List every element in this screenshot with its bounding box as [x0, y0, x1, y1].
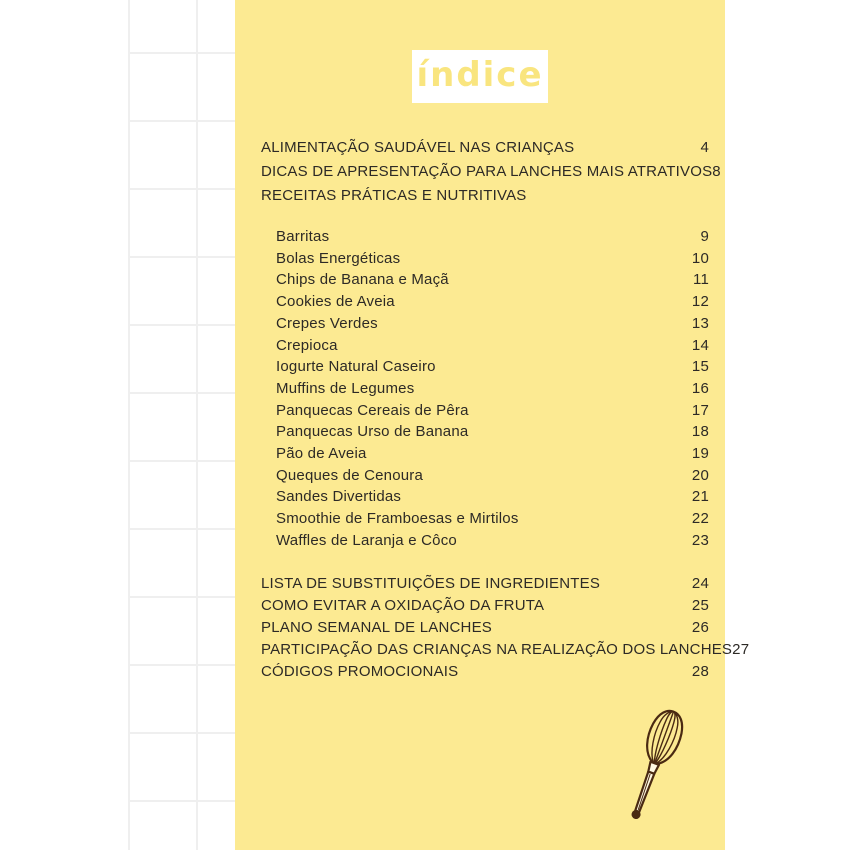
toc-entry-label: ALIMENTAÇÃO SAUDÁVEL NAS CRIANÇAS: [261, 139, 575, 156]
toc-entry-label: Muffins de Legumes: [276, 379, 415, 397]
toc-entry-label: Iogurte Natural Caseiro: [276, 358, 436, 376]
toc-entry: [261, 226, 709, 248]
page-title: índice: [416, 54, 544, 95]
toc-entry-page: 16: [691, 379, 709, 397]
toc-entry: [261, 313, 709, 335]
toc-entry: [261, 508, 709, 530]
toc-entry: [261, 269, 709, 291]
toc-entry-label: DICAS DE APRESENTAÇÃO PARA LANCHES MAIS ATRATIVOS: [261, 163, 713, 180]
toc-entry: [261, 356, 709, 378]
whisk-icon: [607, 706, 699, 838]
toc-entry-label: PLANO SEMANAL DE LANCHES: [261, 618, 492, 636]
toc-entry-page: 17: [691, 401, 709, 419]
toc-entry-page: 27: [732, 640, 750, 658]
toc-entry-page: 8: [712, 163, 721, 180]
toc-entry-page: 23: [691, 531, 709, 549]
toc-entry-page: 18: [691, 423, 709, 441]
toc-top-sections: [235, 136, 725, 208]
toc-entry-page: 20: [691, 466, 709, 484]
toc-entry-page: 21: [691, 488, 709, 506]
toc-entry: [261, 530, 709, 552]
toc-entry-label: Crepes Verdes: [276, 314, 378, 332]
toc-entry: [261, 378, 709, 400]
toc-entry-page: 4: [700, 139, 709, 156]
toc-entry-label: Chips de Banana e Maçã: [276, 271, 449, 289]
toc-bottom-sections: [235, 573, 750, 683]
content-sheet: [235, 0, 750, 850]
toc-entry: [261, 639, 750, 661]
toc-entry-label: Crepioca: [276, 336, 338, 354]
toc-entry-page: 14: [691, 336, 709, 354]
toc-entry: [261, 136, 709, 160]
toc-entry-label: Waffles de Laranja e Côco: [276, 531, 457, 549]
toc-entry: [261, 335, 709, 357]
toc-entry-page: 25: [691, 596, 709, 614]
toc-entry-page: 15: [691, 358, 709, 376]
toc-entry-label: Panquecas Urso de Banana: [276, 423, 469, 441]
toc-entry-label: Pão de Aveia: [276, 445, 367, 463]
toc-entry-page: 28: [691, 662, 709, 680]
toc-entry-label: RECEITAS PRÁTICAS E NUTRITIVAS: [261, 187, 527, 204]
toc-entry: [261, 443, 709, 465]
toc-recipe-list: [235, 226, 725, 552]
toc-entry-label: Sandes Divertidas: [276, 488, 402, 506]
toc-entry: [261, 160, 721, 184]
toc-entry: [261, 184, 709, 208]
toc-entry-label: Bolas Energéticas: [276, 249, 401, 267]
toc-entry: [261, 400, 709, 422]
toc-entry-label: Barritas: [276, 228, 330, 245]
toc-entry-label: Smoothie de Framboesas e Mirtilos: [276, 510, 519, 528]
toc-entry-page: 10: [691, 249, 709, 267]
notebook-grid-texture: [128, 0, 235, 850]
toc-entry-page: 9: [700, 228, 709, 245]
toc-entry-page: 11: [693, 271, 709, 289]
toc-entry: [261, 248, 709, 270]
toc-entry-label: Cookies de Aveia: [276, 293, 395, 311]
toc-entry: [261, 661, 709, 683]
toc-entry-label: CÓDIGOS PROMOCIONAIS: [261, 662, 459, 680]
toc-entry-page: 13: [691, 314, 709, 332]
toc-entry: [261, 573, 709, 595]
toc-entry-page: 19: [691, 445, 709, 463]
toc-entry-label: Queques de Cenoura: [276, 466, 424, 484]
toc-entry-label: Panquecas Cereais de Pêra: [276, 401, 469, 419]
index-title-box: [412, 50, 548, 103]
toc-entry-label: PARTICIPAÇÃO DAS CRIANÇAS NA REALIZAÇÃO DOS LANCHES: [261, 640, 733, 658]
toc-entry: [261, 465, 709, 487]
title-row: [235, 0, 725, 103]
toc-entry-page: 26: [691, 618, 709, 636]
toc-entry: [261, 486, 709, 508]
toc-entry: [261, 291, 709, 313]
toc-entry-page: 12: [691, 293, 709, 311]
toc-entry: [261, 595, 709, 617]
toc-entry-page: 22: [691, 510, 709, 528]
toc-entry-page: 24: [691, 574, 709, 592]
toc-entry: [261, 617, 709, 639]
toc-entry-label: COMO EVITAR A OXIDAÇÃO DA FRUTA: [261, 596, 545, 614]
toc-entry: [261, 421, 709, 443]
toc-entry-label: LISTA DE SUBSTITUIÇÕES DE INGREDIENTES: [261, 574, 601, 592]
